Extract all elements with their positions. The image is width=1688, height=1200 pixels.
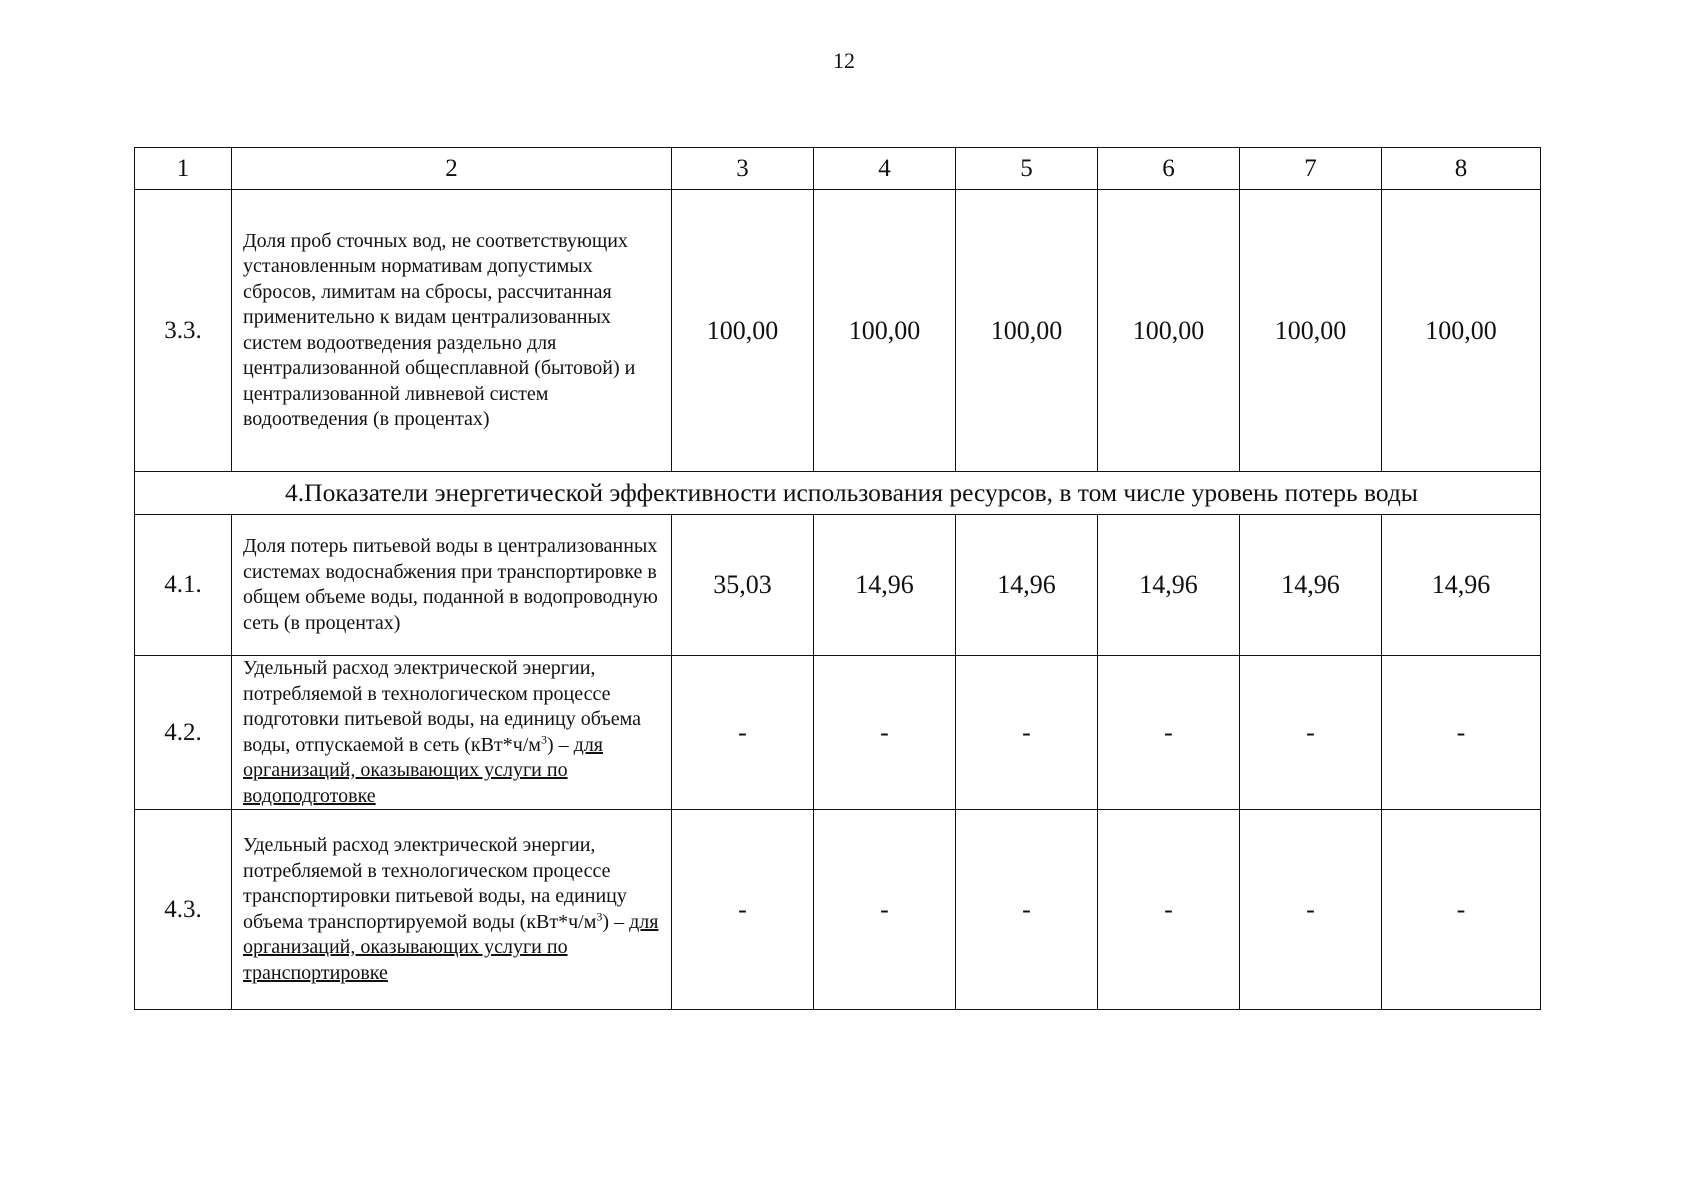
- value-cell: 14,96: [1240, 515, 1382, 656]
- description-text: Удельный расход электрической энергии, потребляемой в технологическом процессе подготовки питьевой воды, на единицу объема воды, отпускаемой в сеть (кВт*ч/м: [243, 657, 642, 756]
- column-number: 8: [1382, 148, 1541, 190]
- value-cell: -: [1098, 810, 1240, 1010]
- underlined-text: для организаций, оказывающих услуги по водоподготовке: [243, 733, 603, 807]
- indicators-table: [134, 147, 1541, 1010]
- value-cell: -: [1382, 656, 1541, 810]
- value-cell: 100,00: [1098, 190, 1240, 472]
- value-cell: -: [956, 810, 1098, 1010]
- column-number: 2: [232, 148, 672, 190]
- value-cell: 100,00: [814, 190, 956, 472]
- description-text: ) –: [602, 910, 630, 933]
- column-number-row: [135, 148, 1541, 190]
- value-cell: -: [1240, 656, 1382, 810]
- superscript: 3: [596, 908, 603, 923]
- column-number: 6: [1098, 148, 1240, 190]
- column-number: 3: [672, 148, 814, 190]
- column-number: 7: [1240, 148, 1382, 190]
- value-cell: -: [672, 810, 814, 1010]
- table-row-4-3: [135, 810, 1541, 1010]
- value-cell: 100,00: [1240, 190, 1382, 472]
- value-cell: 100,00: [672, 190, 814, 472]
- section-heading-row: [135, 472, 1541, 515]
- page-number: 12: [833, 48, 855, 73]
- value-cell: -: [1098, 656, 1240, 810]
- row-description: [232, 656, 672, 810]
- row-description: [232, 810, 672, 1010]
- column-number: 5: [956, 148, 1098, 190]
- value-cell: -: [814, 810, 956, 1010]
- value-cell: -: [956, 656, 1098, 810]
- column-number: 1: [135, 148, 232, 190]
- description-text: ) –: [546, 733, 574, 756]
- value-cell: 14,96: [1098, 515, 1240, 656]
- row-index: 4.3.: [135, 810, 232, 1010]
- value-cell: 100,00: [1382, 190, 1541, 472]
- value-cell: -: [1240, 810, 1382, 1010]
- row-index: 4.2.: [135, 656, 232, 810]
- value-cell: 35,03: [672, 515, 814, 656]
- table-row-3-3: [135, 190, 1541, 472]
- section-heading: 4.Показатели энергетической эффективности использования ресурсов, в том числе уровень потерь воды: [135, 472, 1541, 515]
- column-number: 4: [814, 148, 956, 190]
- row-description: Доля проб сточных вод, не соответствующих установленным нормативам допустимых сбросов, лимитам на сбросы, рассчитанная применительно к видам централизованных систем водоотведения раздельно для централизованной общесплавной (бытовой) и централизованной ливневой систем водоотведения (в процентах): [232, 190, 672, 472]
- value-cell: 14,96: [814, 515, 956, 656]
- row-index: 3.3.: [135, 190, 232, 472]
- value-cell: -: [672, 656, 814, 810]
- row-description: Доля потерь питьевой воды в централизованных системах водоснабжения при транспортировке в общем объеме воды, поданной в водопроводную сеть (в процентах): [232, 515, 672, 656]
- table-row-4-1: [135, 515, 1541, 656]
- value-cell: 14,96: [1382, 515, 1541, 656]
- underlined-text: для организаций, оказывающих услуги по транспортировке: [243, 910, 659, 984]
- value-cell: 14,96: [956, 515, 1098, 656]
- value-cell: -: [1382, 810, 1541, 1010]
- table-row-4-2: [135, 656, 1541, 810]
- superscript: 3: [540, 731, 547, 746]
- description-text: Удельный расход электрической энергии, потребляемой в технологическом процессе транспортировки питьевой воды, на единицу объема транспортируемой воды (кВт*ч/м: [243, 834, 627, 933]
- value-cell: -: [814, 656, 956, 810]
- row-index: 4.1.: [135, 515, 232, 656]
- value-cell: 100,00: [956, 190, 1098, 472]
